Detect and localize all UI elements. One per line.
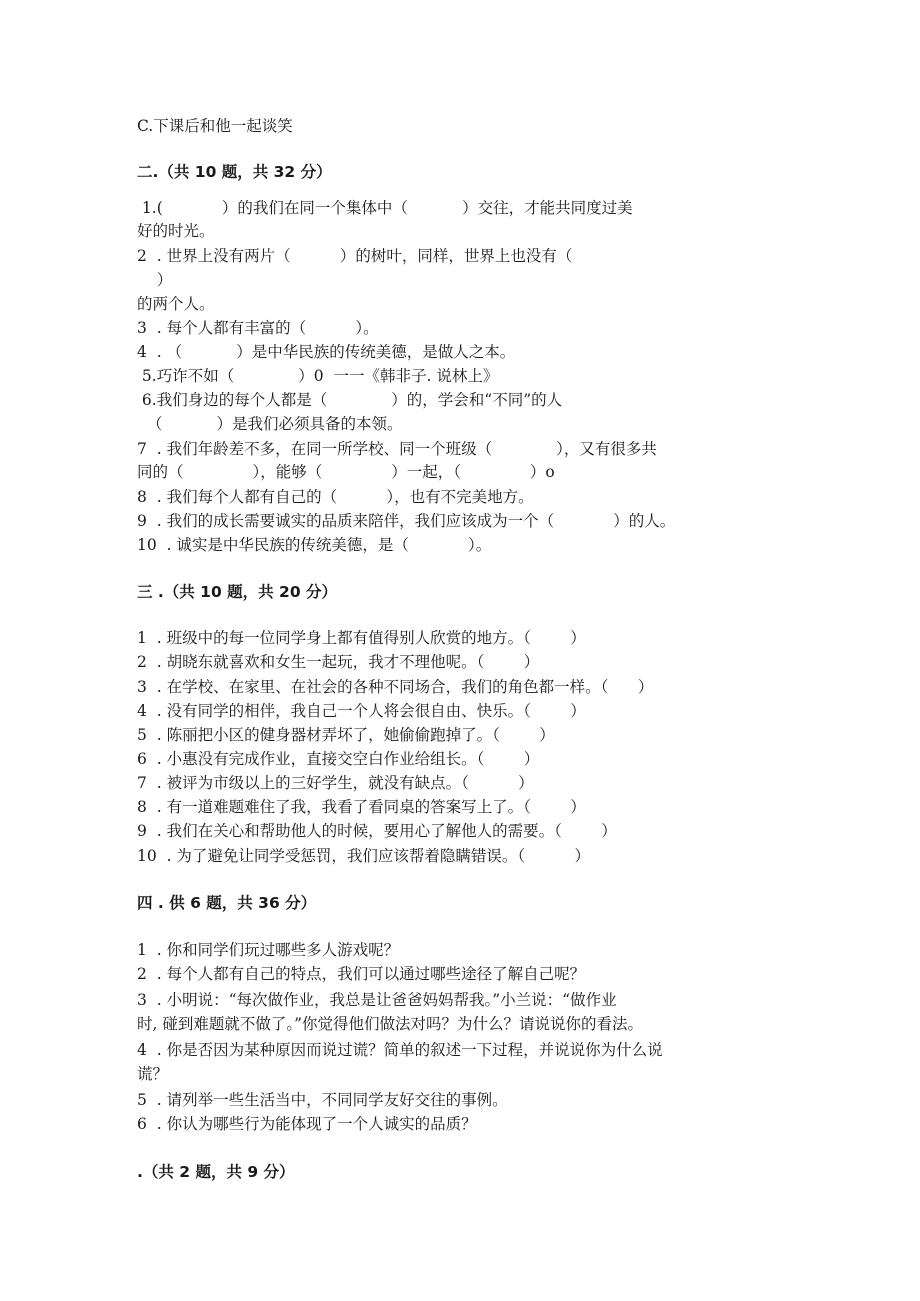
short-answer-line: 4 . 你是否因为某种原因而说过谎？简单的叙述一下过程，并说说你为什么说 [137, 1041, 663, 1059]
true-false-item: 6 . 小惠没有完成作业，直接交空白作业给组长。（ ） [137, 750, 540, 768]
section-5-heading: .（共 2 题，共 9 分） [137, 1163, 295, 1181]
section-2-line: 10 . 诚实是中华民族的传统美德，是（ ）。 [137, 536, 492, 554]
section-2-line: 6.我们身边的每个人都是（ ）的，学会和“不同”的人 [137, 391, 563, 409]
true-false-item: 10 . 为了避免让同学受惩罚，我们应该帮着隐瞒错误。（ ） [137, 847, 590, 865]
section-2-line: （ ）是我们必须具备的本领。 [137, 415, 403, 433]
short-answer-line: 5 . 请列举一些生活当中，不同同学友好交往的事例。 [137, 1091, 508, 1109]
short-answer-line: 1 . 你和同学们玩过哪些多人游戏呢？ [137, 941, 400, 959]
section-2-line: 3 . 每个人都有丰富的（ ）。 [137, 319, 379, 337]
section-2-line: 好的时光。 [137, 222, 215, 240]
section-2-line: 1.( ）的我们在同一个集体中（ ）交往，才能共同度过美 [137, 199, 633, 217]
section-2-line: 同的（ ），能够（ ）一起，（ ）o [137, 463, 555, 481]
short-answer-line: 3 . 小明说：“每次做作业，我总是让爸爸妈妈帮我。”小兰说：“做作业 [137, 991, 617, 1009]
section-2-line: ） [137, 271, 173, 289]
true-false-item: 5 . 陈丽把小区的健身器材弄坏了，她偷偷跑掉了。（ ） [137, 726, 555, 744]
option-c: C.下课后和他一起谈笑 [137, 117, 293, 135]
section-2-line: 9 . 我们的成长需要诚实的品质来陪伴，我们应该成为一个（ ）的人。 [137, 512, 676, 530]
true-false-item: 9 . 我们在关心和帮助他人的时候，要用心了解他人的需要。（ ） [137, 822, 617, 840]
section-2-line: 的两个人。 [137, 295, 215, 313]
true-false-item: 1 . 班级中的每一位同学身上都有值得别人欣赏的地方。（ ） [137, 629, 586, 647]
section-2-line: 8 . 我们每个人都有自己的（ ），也有不完美地方。 [137, 488, 534, 506]
short-answer-line: 6 . 你认为哪些行为能体现了一个人诚实的品质？ [137, 1115, 477, 1133]
section-2-line: 4 . （ ）是中华民族的传统美德，是做人之本。 [137, 343, 516, 361]
short-answer-line: 谎？ [137, 1065, 169, 1083]
true-false-item: 4 . 没有同学的相伴，我自己一个人将会很自由、快乐。（ ） [137, 702, 586, 720]
short-answer-line: 时, 碰到难题就不做了。”你觉得他们做法对吗？为什么？请说说你的看法。 [137, 1015, 644, 1033]
true-false-item: 3 . 在学校、在家里、在社会的各种不同场合，我们的角色都一样。（ ） [137, 678, 654, 696]
short-answer-line: 2 . 每个人都有自己的特点，我们可以通过哪些途径了解自己呢？ [137, 965, 586, 983]
true-false-item: 7 . 被评为市级以上的三好学生，就没有缺点。（ ） [137, 774, 534, 792]
section-2-line: 2 . 世界上没有两片（ ）的树叶，同样，世界上也没有（ [137, 247, 573, 265]
section-2-line: 5.巧诈不如（ ）0 一一《韩非子. 说林上》 [137, 367, 499, 385]
section-2-line: 7 . 我们年龄差不多，在同一所学校、同一个班级（ ），又有很多共 [137, 440, 657, 458]
section-2-heading: 二.（共 10 题，共 32 分） [137, 163, 332, 181]
section-4-heading: 四 . 供 6 题，共 36 分） [137, 894, 317, 912]
true-false-item: 8 . 有一道难题难住了我，我看了看同桌的答案写上了。（ ） [137, 798, 586, 816]
section-3-heading: 三 .（共 10 题，共 20 分） [137, 583, 338, 601]
true-false-item: 2 . 胡晓东就喜欢和女生一起玩，我才不理他呢。（ ） [137, 653, 540, 671]
